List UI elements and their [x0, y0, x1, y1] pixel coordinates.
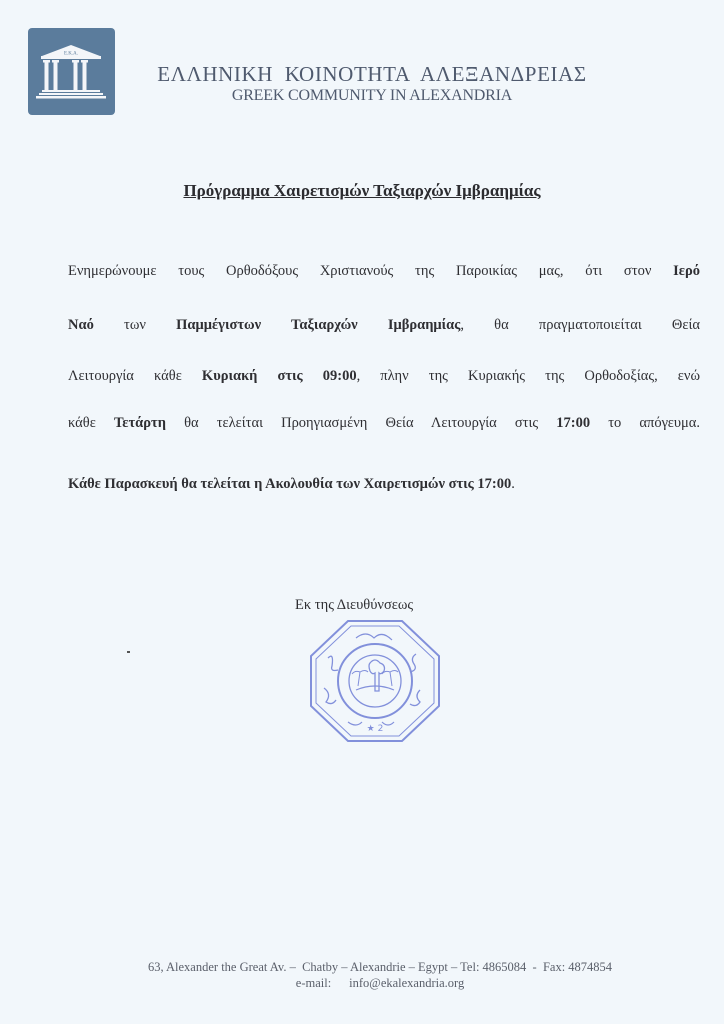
body-bold-text: Ναό: [68, 317, 94, 333]
footer-address: 63, Alexander the Great Av. – Chatby – Alexandrie – Egypt – Tel: 4865084 - Fax: 4874854: [147, 960, 613, 974]
svg-text:Ε.Κ.Α.: Ε.Κ.Α.: [63, 51, 79, 57]
body-text: θα τελείται Προηγιασμένη Θεία Λειτουργία στις: [165, 415, 557, 431]
scan-speck: [127, 651, 130, 653]
footer-email-line: [80, 976, 680, 991]
body-text: των: [93, 317, 177, 333]
community-logo: [28, 28, 115, 115]
body-bold-text: 17:00: [556, 415, 591, 431]
signature-line: Εκ της Διευθύνσεως: [295, 597, 414, 613]
body-bold-text: Τετάρτη: [113, 415, 166, 431]
org-name-greek: ΕΛΛΗΝΙΚΗ ΚΟΙΝΟΤΗΤΑ ΑΛΕΞΑΝΔΡΕΙΑΣ: [157, 62, 587, 86]
seal-stamp-icon: [308, 618, 442, 744]
document-title: Πρόγραμμα Χαιρετισμών Ταξιαρχών Ιμβραημίας: [183, 181, 541, 200]
body-text: Ενημερώνουμε τους Ορθοδόξους Χριστιανούς της Παροικίας μας, ότι στον: [68, 263, 674, 279]
body-line-1: [68, 262, 700, 280]
body-bold-text: Ιερό: [673, 263, 700, 279]
org-name-english: GREEK COMMUNITY IN ALEXANDRIA: [231, 87, 513, 104]
body-text: κάθε: [68, 415, 114, 431]
body-bold-text: Παμμέγιστων Ταξιαρχών Ιμβραημίας: [176, 317, 461, 333]
friday-notice-text: Κάθε Παρασκευή θα τελείται η Ακολουθία των Χαιρετισμών στις 17:00: [68, 476, 512, 492]
body-line-3: [68, 367, 700, 385]
official-seal: [308, 618, 442, 744]
body-text: , θα πραγματοποιείται Θεία: [460, 317, 700, 333]
body-text: Λειτουργία κάθε: [68, 368, 202, 384]
email-label: e-mail:: [295, 976, 332, 990]
body-line-2: [68, 316, 700, 334]
svg-text:★ 2: ★ 2: [366, 724, 384, 734]
temple-icon: [28, 28, 115, 115]
email-address[interactable]: info@ekalexandria.org: [349, 976, 465, 990]
body-bold-text: Κυριακή στις 09:00: [201, 368, 357, 384]
friday-notice-period: .: [511, 476, 515, 492]
body-text: το απόγευμα.: [590, 415, 701, 431]
body-text: , πλην της Κυριακής της Ορθοδοξίας, ενώ: [356, 368, 700, 384]
body-line-4: [68, 414, 700, 432]
friday-notice: [68, 475, 700, 493]
